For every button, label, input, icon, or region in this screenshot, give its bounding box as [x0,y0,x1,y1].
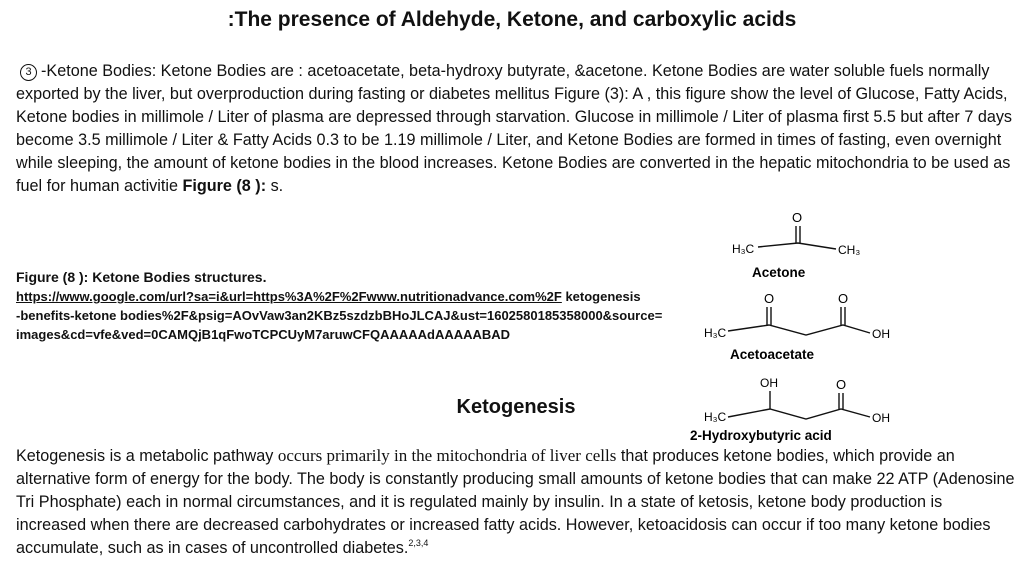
acetoacetate-oxygen-2: O [838,291,849,306]
hydroxybutyric-oxygen: O [836,377,847,392]
ketone-bodies-text-end: s. [266,177,284,195]
figure-source-line-1 [16,287,676,306]
figure-source-line-2: -benefits-ketone bodies%2F&psig=AOvVaw3an2KBz5szdzbBHoJLCAJ&ust=1602580185358000&source= [16,308,663,323]
acetoacetate-right-group: OH [872,327,890,341]
figure-caption [16,268,676,344]
ketogenesis-paragraph [16,444,1016,560]
hydroxybutyric-left-group: H₃C [704,410,727,424]
acetoacetate-structure [704,291,890,362]
acetoacetate-oxygen-1: O [764,291,775,306]
ketone-bodies-paragraph [16,60,1016,198]
ketogenesis-text-serif: occurs primarily in the mitochondria of liver cells [277,446,617,465]
ketone-bodies-text: -Ketone Bodies: Ketone Bodies are : acetoacetate, beta-hydroxy butyrate, &acetone. Ketone Bodies are water soluble fuels normally exported by the liver, but overproduction during fasting or diabetes mellitus Figure (3): A , this figure show the level of Glucose, Fatty Acids, Ketone bodies in millimole / Liter of plasma are depressed through starvation. Glucose in millimole / Liter of plasma first 5.5 but after 7 days become 3.5 millimole / Liter & Fatty Acids 0.3 to be 1.19 millimole / Liter, and Ketone Bodies are formed in times of fasting, even overnight while sleeping, the amount of ketone bodies in the blood increases. Ketone Bodies are converted in the hepatic mitochondria to be used as fuel for human activitie [16,62,1013,195]
acetone-backbone [758,243,836,249]
ketogenesis-heading: Ketogenesis [456,396,576,418]
figure-source-text: ketogenesis [561,289,641,304]
ketogenesis-text-start: Ketogenesis is a metabolic pathway [16,447,278,465]
acetoacetate-left-group: H₃C [704,326,727,340]
acetone-oxygen-label: O [792,210,803,225]
slide-title: :The presence of Aldehyde, Ketone, and carboxylic acids [227,8,797,31]
hydroxybutyric-name: 2-Hydroxybutyric acid [690,428,832,443]
acetone-left-group: H₃C [732,242,755,256]
citation-superscript: 2,3,4 [408,538,429,548]
acetone-structure [732,210,860,280]
figure-source-line-3: images&cd=vfe&ved=0CAMQjB1qFwoTCPCUyM7aruwCFQAAAAAdAAAAABAD [16,327,511,342]
circled-number-marker: 3 [20,64,37,81]
acetone-name: Acetone [752,265,806,280]
hydroxybutyric-right-group: OH [872,411,890,425]
ketogenesis-text-end: that produces ketone bodies, which provide an alternative form of energy for the body. The body is constantly producing small amounts of ketone bodies that can make 22 ATP (Adenosine Tri Phosphate) each in normal circumstances, and it is regulated mainly by insulin. In a state of ketosis, ketone body production is increased when there are decreased carbohydrates or increased fatty acids. However, ketoacidosis can occur if too many ketone bodies accumulate, such as in cases of uncontrolled diabetes. [16,447,1015,557]
acetoacetate-name: Acetoacetate [730,347,815,362]
acetone-right-group: CH₃ [838,243,861,257]
acetoacetate-backbone [728,325,870,335]
figure-source-link[interactable]: https://www.google.com/url?sa=i&url=https%3A%2F%2Fwww.nutritionadvance.com%2F [16,289,562,304]
figure-caption-title: Figure (8 ): Ketone Bodies structures. [16,269,267,285]
hydroxybutyric-top-oh: OH [760,376,778,390]
figure-reference: Figure (8 ): [182,177,267,195]
